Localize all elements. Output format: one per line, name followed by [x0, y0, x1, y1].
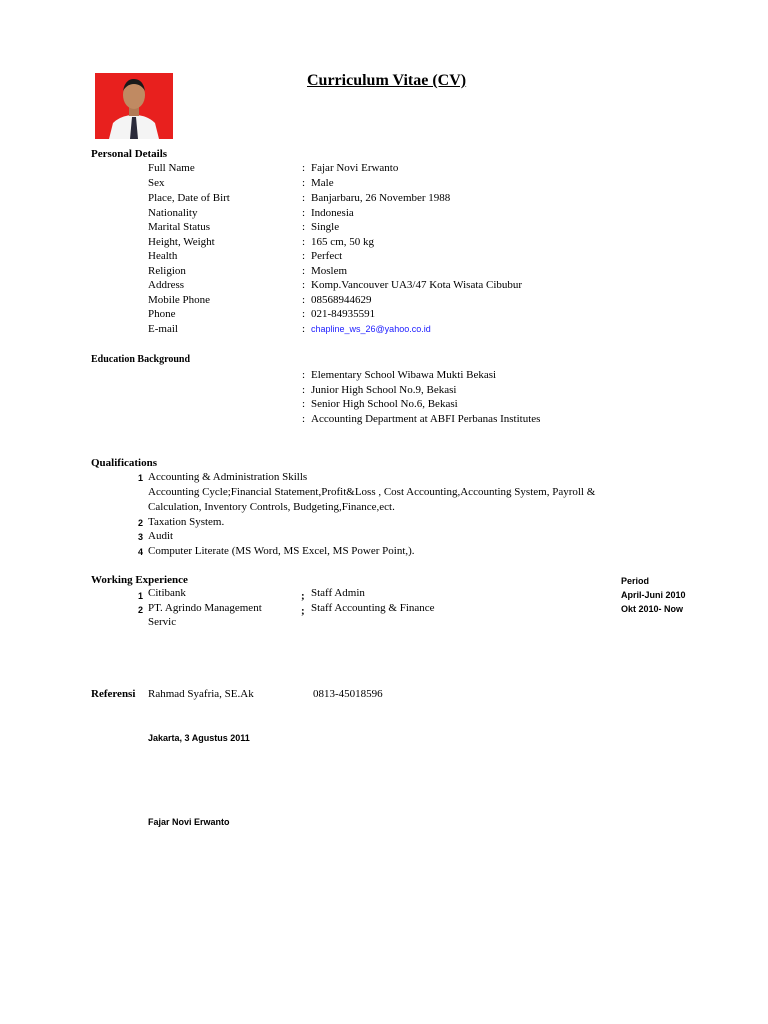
colon: : [302, 398, 306, 410]
qualification-item: Taxation System. [148, 516, 225, 528]
experience-role: Staff Admin [311, 587, 365, 599]
personal-details-heading: Personal Details [91, 148, 168, 160]
value-marital-status: Single [311, 221, 340, 233]
education-item: Senior High School No.6, Bekasi [311, 398, 458, 410]
value-sex: Male [311, 177, 334, 189]
list-number: 1 [138, 591, 144, 601]
qualification-detail: Calculation, Inventory Controls, Budgeting,Finance,ect. [148, 501, 395, 513]
education-item: Junior High School No.9, Bekasi [311, 384, 457, 396]
label-full-name: Full Name [148, 162, 195, 174]
list-number: 4 [138, 547, 144, 557]
education-item: Accounting Department at ABFI Perbanas Institutes [311, 413, 541, 425]
colon: : [302, 413, 306, 425]
label-email: E-mail [148, 323, 178, 335]
colon: : [302, 236, 306, 248]
experience-company: PT. Agrindo Management [148, 602, 262, 614]
colon: : [302, 207, 306, 219]
label-birth: Place, Date of Birt [148, 192, 230, 204]
education-item: Elementary School Wibawa Mukti Bekasi [311, 369, 497, 381]
value-height-weight: 165 cm, 50 kg [311, 236, 374, 248]
separator: ; [301, 605, 305, 617]
experience-company-cont: Servic [148, 616, 177, 628]
colon: : [302, 265, 306, 277]
experience-role: Staff Accounting & Finance [311, 602, 435, 614]
label-sex: Sex [148, 177, 165, 189]
label-health: Health [148, 250, 178, 262]
label-mobile-phone: Mobile Phone [148, 294, 211, 306]
list-number: 3 [138, 532, 144, 542]
value-nationality: Indonesia [311, 207, 354, 219]
qualifications-heading: Qualifications [91, 457, 158, 469]
experience-company: Citibank [148, 587, 186, 599]
email-link[interactable]: chapline_ws_26@yahoo.co.id [311, 324, 431, 334]
page-title: Curriculum Vitae (CV) [307, 72, 467, 89]
qualification-item: Computer Literate (MS Word, MS Excel, MS Power Point,). [148, 545, 415, 557]
value-full-name: Fajar Novi Erwanto [311, 162, 399, 174]
reference-name: Rahmad Syafria, SE.Ak [148, 688, 254, 700]
colon: : [302, 308, 306, 320]
experience-period: April-Juni 2010 [621, 590, 686, 600]
value-mobile-phone: 08568944629 [311, 294, 372, 306]
colon: : [302, 294, 306, 306]
qualification-item: Accounting & Administration Skills [148, 471, 308, 483]
list-number: 2 [138, 605, 144, 615]
person-photo-icon [95, 73, 173, 139]
reference-heading: Referensi [91, 688, 136, 700]
colon: : [302, 384, 306, 396]
reference-phone: 0813-45018596 [313, 688, 383, 700]
list-number: 1 [138, 473, 144, 483]
value-health: Perfect [311, 250, 343, 262]
colon: : [302, 192, 306, 204]
colon: : [302, 177, 306, 189]
colon: : [302, 323, 306, 335]
colon: : [302, 162, 306, 174]
period-heading: Period [621, 576, 650, 586]
colon: : [302, 250, 306, 262]
signature-name: Fajar Novi Erwanto [148, 817, 230, 827]
separator: ; [301, 590, 305, 602]
colon: : [302, 221, 306, 233]
experience-period: Okt 2010- Now [621, 604, 684, 614]
label-marital-status: Marital Status [148, 221, 211, 233]
signature-place-date: Jakarta, 3 Agustus 2011 [148, 733, 250, 743]
education-heading: Education Background [91, 354, 191, 365]
colon: : [302, 369, 306, 381]
value-address: Komp.Vancouver UA3/47 Kota Wisata Cibubur [311, 279, 523, 291]
qualification-item: Audit [148, 530, 174, 542]
label-phone: Phone [148, 308, 176, 320]
label-religion: Religion [148, 265, 186, 277]
label-address: Address [148, 279, 185, 291]
profile-photo [95, 73, 173, 139]
list-number: 2 [138, 518, 144, 528]
qualification-detail: Accounting Cycle;Financial Statement,Profit&Loss , Cost Accounting,Accounting System, Payroll & [148, 486, 596, 498]
experience-heading: Working Experience [91, 574, 188, 586]
value-phone: 021-84935591 [311, 308, 376, 320]
value-birth: Banjarbaru, 26 November 1988 [311, 192, 451, 204]
label-nationality: Nationality [148, 207, 198, 219]
colon: : [302, 279, 306, 291]
value-religion: Moslem [311, 265, 348, 277]
label-height-weight: Height, Weight [148, 236, 215, 248]
